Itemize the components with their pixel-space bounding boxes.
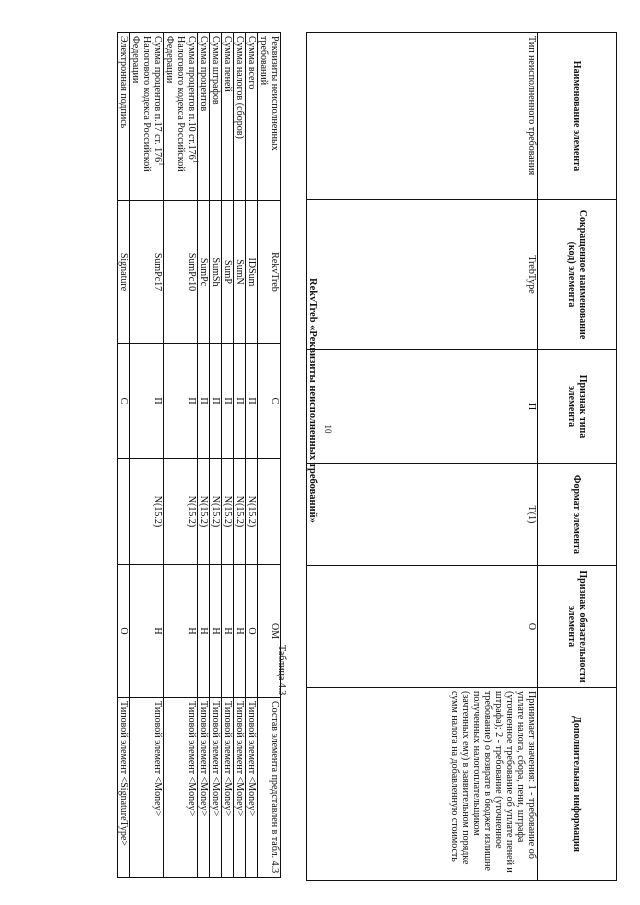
cell-name: Сумма налогов (сборов) bbox=[234, 33, 246, 201]
cell-required: О bbox=[307, 566, 538, 688]
cell-name-text: Сумма процентов п.17 ст. 176 bbox=[152, 36, 163, 163]
cell-format: N(15.2) bbox=[222, 459, 234, 565]
cell-code: SumPc17 bbox=[130, 201, 164, 344]
cell-code: SumPc bbox=[198, 201, 210, 344]
cell-type: П bbox=[130, 344, 164, 459]
cell-type: П bbox=[246, 344, 258, 459]
cell-info: Типовой элемент <Money> bbox=[210, 698, 222, 878]
cell-info: Типовой элемент <Money> bbox=[246, 698, 258, 878]
cell-code: RekvTreb bbox=[258, 201, 281, 344]
cell-info: Типовой элемент <Money> bbox=[198, 698, 210, 878]
cell-info: Принимает значения: 1 - требование об уплате налога, сбора, пени, штрафа (уточненное требование об уплате пеней и штрафа); 2 - требование (уточненное требование) о возврате в бюджет излишне полученных налогоплательщиком (зачтенных ему) в заявительном порядке сумм налога на добавленную стоимость bbox=[307, 688, 538, 881]
table-row bbox=[130, 33, 164, 878]
header-type: Признак типа элемента bbox=[538, 350, 617, 464]
cell-info: Типовой элемент <Money> bbox=[222, 698, 234, 878]
cell-code: TrebType bbox=[307, 200, 538, 350]
page-number: 10 bbox=[323, 424, 333, 434]
cell-type: П bbox=[234, 344, 246, 459]
rekvtreb-table bbox=[306, 32, 617, 880]
superscript: 1 bbox=[157, 162, 166, 166]
cell-required: Н bbox=[198, 565, 210, 698]
table-row bbox=[118, 33, 130, 878]
superscript: 1 bbox=[191, 159, 200, 164]
table-row bbox=[258, 33, 281, 878]
cell-code: IDSum bbox=[246, 201, 258, 344]
elements-table bbox=[117, 32, 281, 877]
table-row bbox=[234, 33, 246, 878]
cell-name-text: Сумма процентов п.10 ст.176 bbox=[186, 36, 197, 160]
cell-name-text: Налогового кодекса Российской Федерации bbox=[164, 36, 186, 172]
cell-code: SumP bbox=[222, 201, 234, 344]
cell-format: N(15.2) bbox=[210, 459, 222, 565]
cell-format: N(15.2) bbox=[198, 459, 210, 565]
cell-name: Сумма всего bbox=[246, 33, 258, 201]
cell-name: Электронная подпись bbox=[118, 33, 130, 201]
cell-name bbox=[130, 33, 164, 201]
header-name: Наименование элемента bbox=[538, 33, 617, 200]
header-info: Дополнительная информация bbox=[538, 688, 617, 881]
cell-name: Тип неисполненного требования bbox=[307, 33, 538, 200]
cell-required: Н bbox=[234, 565, 246, 698]
cell-required: ОМ bbox=[258, 565, 281, 698]
cell-type: С bbox=[258, 344, 281, 459]
cell-format: N(15.2) bbox=[246, 459, 258, 565]
header-required: Признак обязательности элемента bbox=[538, 566, 617, 688]
header-row bbox=[538, 33, 617, 881]
table-row bbox=[210, 33, 222, 878]
cell-code: SumSh bbox=[210, 201, 222, 344]
cell-required: О bbox=[118, 565, 130, 698]
table-row bbox=[222, 33, 234, 878]
cell-format: N(15.2) bbox=[234, 459, 246, 565]
table-row bbox=[307, 33, 538, 881]
table-label: Таблица 4.3 bbox=[276, 645, 287, 696]
cell-required: Н bbox=[210, 565, 222, 698]
cell-info: Типовой элемент <Money> bbox=[130, 698, 164, 878]
cell-format: T(1) bbox=[307, 464, 538, 566]
cell-type: П bbox=[307, 350, 538, 464]
cell-info: Типовой элемент <Money> bbox=[234, 698, 246, 878]
cell-format: N(15.2) bbox=[130, 459, 164, 565]
header-code: Сокращенное наименование (код) элемента bbox=[538, 200, 617, 350]
cell-name: Сумма процентов bbox=[198, 33, 210, 201]
cell-name bbox=[164, 33, 198, 201]
cell-info: Типовой элемент <Money> bbox=[164, 698, 198, 878]
cell-format: N(15.2) bbox=[164, 459, 198, 565]
table-row bbox=[164, 33, 198, 878]
cell-name-text: Налогового кодекса Российской Федерации bbox=[130, 36, 152, 172]
cell-info: Типовой элемент <SignatureType> bbox=[118, 698, 130, 878]
table-row bbox=[246, 33, 258, 878]
cell-code: SumN bbox=[234, 201, 246, 344]
cell-required: Н bbox=[222, 565, 234, 698]
header-format: Формат элемента bbox=[538, 464, 617, 566]
cell-name: Реквизиты неисполненных требований bbox=[258, 33, 281, 201]
cell-required: Н bbox=[164, 565, 198, 698]
cell-info: Состав элемента представлен в табл. 4.3 bbox=[258, 698, 281, 878]
cell-code: Signature bbox=[118, 201, 130, 344]
cell-required: О bbox=[246, 565, 258, 698]
cell-format bbox=[258, 459, 281, 565]
cell-type: С bbox=[118, 344, 130, 459]
cell-name: Сумма пеней bbox=[222, 33, 234, 201]
cell-type: П bbox=[198, 344, 210, 459]
cell-name: Сумма штрафов bbox=[210, 33, 222, 201]
cell-required: Н bbox=[130, 565, 164, 698]
table-title: RekvTreb «Реквизиты неисполненных требований» bbox=[307, 278, 318, 523]
cell-code: SumPc10 bbox=[164, 201, 198, 344]
cell-type: П bbox=[210, 344, 222, 459]
cell-format bbox=[118, 459, 130, 565]
cell-type: П bbox=[222, 344, 234, 459]
cell-type: П bbox=[164, 344, 198, 459]
